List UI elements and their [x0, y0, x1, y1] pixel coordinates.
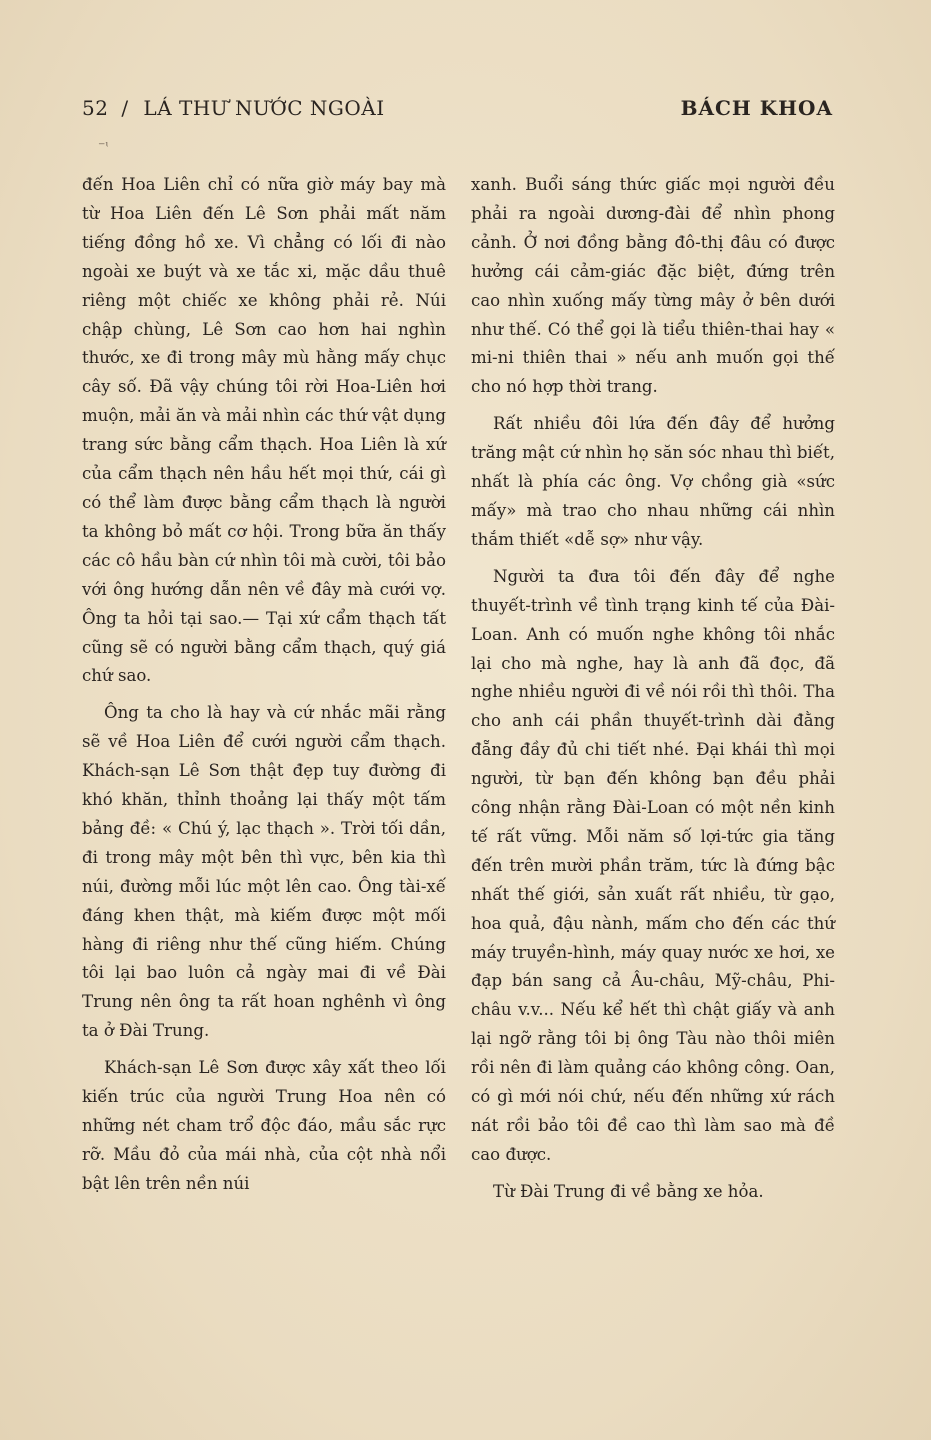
- paragraph: Rất nhiều đôi lứa đến đây để hưởng trăng mật cứ nhìn họ săn sóc nhau thì biết, nhất là phía các ông. Vợ chồng già «sức mấy» mà trao cho nhau những cái nhìn thắm thiết «dễ sợ» như vậy.: [471, 414, 835, 549]
- paragraph: Ông ta cho là hay và cứ nhắc mãi rằng sẽ về Hoa Liên để cưới người cẩm thạch. Khách-sạn Lê Sơn thật đẹp tuy đường đi khó khăn, thỉnh thoảng lại thấy một tấm bảng đề: « Chú ý, lạc thạch ». Trời tối dần, đi trong mây một bên thì vực, bên kia thì núi, đường mỗi lúc một lên cao. Ông tài-xế đáng khen thật, mà kiếm được một mối hàng đi riêng như thế cũng hiếm. Chúng tôi lại bao luôn cả ngày mai đi về Đài Trung nên ông ta rất hoan nghênh vì ông ta ở Đài Trung.: [82, 703, 446, 1041]
- left-column: [82, 171, 446, 1199]
- paragraph: Người ta đưa tôi đến đây để nghe thuyết-trình về tình trạng kinh tế của Đài-Loan. Anh có muốn nghe không tôi nhắc lại cho mà nghe, hay là anh đã đọc, đã nghe nhiều người đi về nói rồi thì thôi. Tha cho anh cái phần thuyết-trình dài đằng đẵng đầy đủ chi tiết nhé. Đại khái thì mọi người, từ bạn đến không bạn đều phải công nhận rằng Đài-Loan có một nền kinh tế rất vững. Mỗi năm số lợi-tức gia tăng đến trên mười phần trăm, tức là đứng bậc nhất thế giới, sản xuất rất nhiều, từ gạo, hoa quả, đậu nành, mấm cho đến các thứ máy truyền-hình, máy quay nước xe hơi, xe đạp bán sang cả Âu-châu, Mỹ-châu, Phi-châu v.v... Nếu kể hết thì chật giấy và anh lại ngỡ rằng tôi bị ông Tàu nào thôi miên rồi nên đi làm quảng cáo không công. Oan, có gì mới nói chứ, nếu đến những xứ rách nát rồi bảo tôi đề cao thì làm sao mà đề cao được.: [471, 566, 835, 1164]
- paragraph: Khách-sạn Lê Sơn được xây xất theo lối kiến trúc của người Trung Hoa nên có những nét cham trổ độc đáo, mầu sắc rực rỡ. Mầu đỏ của mái nhà, của cột nhà nổi bật lên trên nền núi: [82, 1058, 446, 1193]
- ink-mark: ⁻ᶥ: [98, 139, 109, 155]
- right-column: [471, 171, 835, 1207]
- magazine-name: BÁCH KHOA: [680, 96, 833, 120]
- paragraph: xanh. Buổi sáng thức giấc mọi người đều phải ra ngoài dương-đài để nhìn phong cảnh. Ở nơi đồng bằng đô-thị đâu có được hưởng cái cảm-giác đặc biệt, đứng trên cao nhìn xuống mấy từng mây ở bên dưới như thế. Có thể gọi là tiểu thiên-thai hay « mi-ni thiên thai » nếu anh muốn gọi thế cho nó hợp thời trang.: [471, 175, 835, 397]
- paragraph: Từ Đài Trung đi về bằng xe hỏa.: [493, 1181, 764, 1201]
- paragraph: đến Hoa Liên chỉ có nữa giờ máy bay mà từ Hoa Liên đến Lê Sơn phải mất năm tiếng đồng hồ xe. Vì chẳng có lối đi nào ngoài xe buýt và xe tắc xi, mặc dầu thuê riêng một chiếc xe không phải rẻ. Núi chập chùng, Lê Sơn cao hơn hai nghìn thước, xe đi trong mây mù hằng mấy chục cây số. Đã vậy chúng tôi rời Hoa-Liên hơi muộn, mải ăn và mải nhìn các thứ vật dụng trang sức bằng cẩm thạch. Hoa Liên là xứ của cẩm thạch nên hầu hết mọi thứ, cái gì có thể làm được bằng cẩm thạch là người ta không bỏ mất cơ hội. Trong bữa ăn thấy các cô hầu bàn cứ nhìn tôi mà cười, tôi bảo với ông hướng dẫn nên về đây mà cưới vợ. Ông ta hỏi tại sao.— Tại xứ cẩm thạch tất cũng sẽ có người bằng cẩm thạch, quý giá chứ sao.: [82, 175, 447, 686]
- page-number: 52: [82, 96, 109, 120]
- header-separator: /: [121, 96, 129, 120]
- header-left: [82, 96, 385, 120]
- page-header: [82, 96, 833, 130]
- running-title: LÁ THƯ NƯỚC NGOÀI: [143, 96, 385, 120]
